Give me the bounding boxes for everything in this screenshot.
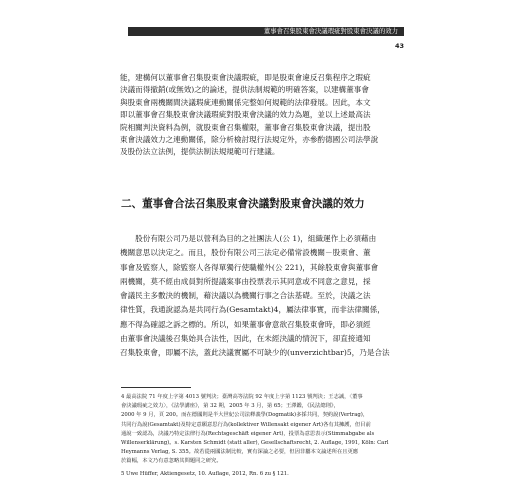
- footnote-line: Heymanns Verlag, S. 355。故若從兩國法制比較，實有深論之必要，但因非屬本文論述所在且更應: [121, 449, 359, 456]
- footnotes: [121, 393, 405, 479]
- body-paragraph-2: [120, 232, 404, 361]
- text-line: 及股份法立法例，提供法制法規規範可行建議。: [120, 147, 280, 157]
- text-line: 與股東會兩機關間決議瑕疵連動關係完整如何規範的法律發展。因此，本文: [120, 97, 371, 107]
- footnote-line: 通說一致認為，決議乃特定法律行為(Rechtsgeschäft eigener Art)，投票為意思表示(Stimmabgabe als: [121, 430, 375, 437]
- footnote-line: 會決議瑕疵之效力〉，《法學講座》，第 32 期，2005 年 3 月，第 65；王澤鑑，《民法總則》，: [121, 403, 339, 410]
- section-heading: 二、董事會合法召集股東會決議對股東會決議的效力: [121, 198, 365, 210]
- text-line: 股份有限公司乃是以營利為目的之社團法人(公 1)，組織運作上必須藉由: [120, 234, 377, 243]
- page-number: 43: [394, 42, 404, 50]
- text-line: 東會決議效力之連動關係，除分析檢討現行法規定外，亦參酌德國公司法學說: [120, 134, 379, 144]
- text-line: 召集股東會，即屬不法，蓋此決議實屬不可缺少的(unverzichtbar)5，乃是合法: [120, 348, 390, 358]
- text-line: 院相關判決資料為例，就股東會召集權限，董事會召集股東會決議，提出股: [120, 122, 371, 132]
- footnote-line: 共同行為說(Gesamtakt)及特定意願意思行為(kollektiver Willensakt eigener Art)各有其擁護，但目前: [121, 421, 371, 428]
- text-line: 由董事會決議後召集始具合法性，因此，在未經決議的情況下，卻直接通知: [120, 334, 371, 344]
- text-line: 能，建構何以董事會召集股東會決議瑕疵，即是股東會違反召集程序之瑕疵: [120, 73, 371, 82]
- text-line: 會議民主多數決的機制，藉決議以為機關行事之合法基礎。至於，決議之法: [120, 291, 371, 301]
- body-paragraph-1: [120, 72, 404, 159]
- text-line: 應不得為確認之訴之標的。所以，如果董事會意欲召集股東會時，即必須經: [120, 319, 371, 329]
- text-line: 兩機關，莫不經由成員對所提議案事由投票表示其同意或不同意之意見，採: [120, 276, 371, 286]
- text-line: 即以董事會召集股東會決議瑕疵對股東會決議的效力為題，並以上述最高法: [120, 110, 371, 120]
- footnote-line: 5 Uwe Hüffer, Aktiengesetz, 10. Auflage, 2012, Rn. 6 zu § 121.: [121, 470, 289, 477]
- text-line: 決議而得撤銷(或無效)之的論述，提供法制規範的明確答案，以建構董事會: [120, 85, 369, 95]
- footnote-line: Willenserklärung)。s. Karsten Schmidt (statt aller), Gesellschaftsrecht, 2. Auflage, 1991, Köln: Carl: [121, 439, 389, 446]
- footnote-line: 4 最高法院 71 年度上字第 4013 號判決；臺灣高等法院 92 年度上字第 1123 號判決；王志誠，〈董事: [121, 394, 363, 400]
- footnote-line: 2000 年 9 月，頁 200。而在德國則是半大世紀公司法釋義學(Dogmatik)多採共同，契約說(Vertrag)，: [121, 412, 369, 419]
- text-line: 律性質，我通說認為是共同行為(Gesamtakt)4，屬法律事實，而非法律關係，: [120, 305, 385, 315]
- footnote-line: 於篇幅，本文乃有意忽略其問題同之研究。: [121, 458, 222, 465]
- footnote-separator: [121, 387, 191, 388]
- text-line: 機關意思以決定之。而且，股份有限公司三法定必備常設機關－股東會、董: [120, 248, 371, 258]
- text-line: 事會及監察人，除監察人各得單獨行使職權外(公 221)，其餘股東會與董事會: [120, 262, 379, 272]
- running-header: 董事會召集股東會決議瑕疵對股東會決議的效力: [128, 27, 404, 36]
